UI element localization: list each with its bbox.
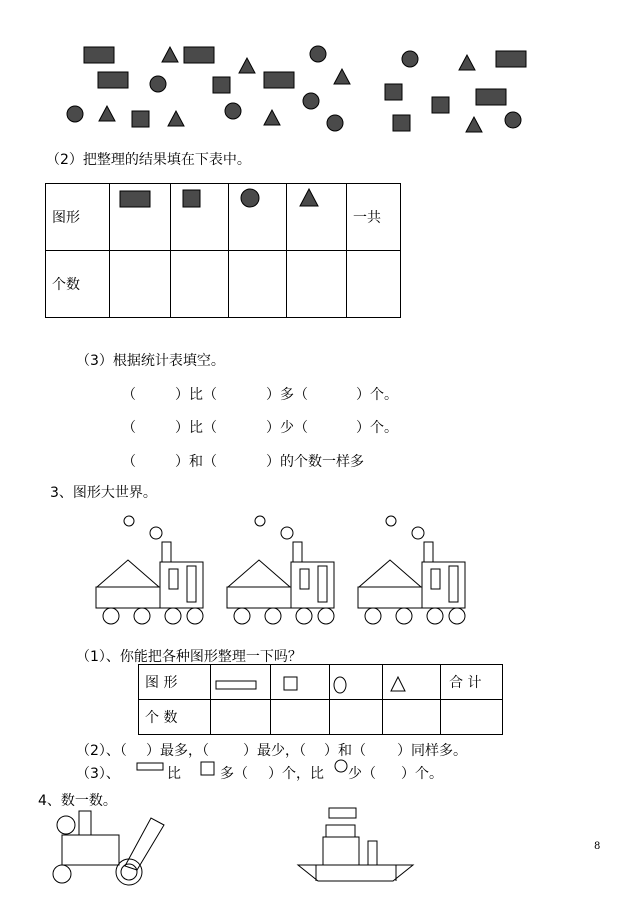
scatter-square bbox=[132, 111, 149, 127]
scatter-circle bbox=[327, 115, 343, 131]
table2-cell-rectangle bbox=[211, 665, 271, 700]
scatter-rectangle bbox=[476, 89, 506, 105]
q3-sub3 bbox=[0, 763, 640, 783]
scatter-square bbox=[385, 84, 402, 100]
table2-answer-cell[interactable] bbox=[441, 700, 503, 735]
train-drawing bbox=[96, 516, 203, 624]
part3-line-2 bbox=[0, 417, 640, 437]
table2-cell-oval bbox=[330, 665, 383, 700]
page-number: 8 bbox=[594, 841, 601, 852]
table1-answer-cell[interactable] bbox=[110, 251, 171, 318]
table2-label-shape: 图 形 bbox=[139, 665, 211, 700]
table1-label-shape: 图形 bbox=[46, 184, 110, 251]
q3-sub3-part: ）个。 bbox=[401, 766, 443, 782]
blank-compare-equal: ）的个数一样多 bbox=[266, 454, 364, 470]
paren-open: （ bbox=[122, 387, 136, 403]
q3-sub3-part: （3）、 bbox=[76, 766, 120, 782]
scatter-circle bbox=[505, 112, 521, 128]
q3-sub3-part: ）个，比 bbox=[268, 766, 324, 782]
q3-sub2 bbox=[0, 740, 640, 760]
scatter-triangle bbox=[168, 111, 184, 126]
paren-open: （ bbox=[122, 420, 136, 436]
table2-answer-cell[interactable] bbox=[271, 700, 330, 735]
scatter-triangle bbox=[334, 69, 350, 84]
scatter-circle bbox=[402, 51, 418, 67]
table1-answer-cell[interactable] bbox=[287, 251, 347, 318]
scatter-rectangle bbox=[264, 72, 294, 88]
scatter-circle bbox=[67, 106, 83, 122]
scattered-shapes bbox=[67, 46, 526, 132]
scatter-rectangle bbox=[98, 72, 128, 88]
part3-line-3 bbox=[0, 451, 640, 471]
q3-sub2-part: ）同样多。 bbox=[397, 743, 467, 759]
q3-sub3-part: 比 bbox=[167, 766, 181, 782]
table1-label-count: 个数 bbox=[46, 251, 110, 318]
blank-compare-less: ）比（ bbox=[175, 420, 217, 436]
scatter-square bbox=[432, 97, 449, 113]
boat-drawing bbox=[298, 808, 413, 881]
shape-count-table bbox=[45, 183, 401, 318]
table1-answer-cell[interactable] bbox=[229, 251, 287, 318]
part3-title: （3）根据统计表填空。 bbox=[76, 353, 225, 369]
train-shape-table bbox=[138, 664, 503, 735]
table1-label-total: 一共 bbox=[347, 184, 401, 251]
q3-sub2-part: ）最多，（ bbox=[146, 743, 209, 759]
scatter-circle bbox=[310, 46, 326, 62]
q3-sub2-part: ）最少，（ bbox=[243, 743, 306, 759]
scatter-rectangle bbox=[184, 47, 214, 63]
table1-cell-square bbox=[171, 184, 229, 251]
table1-answer-cell[interactable] bbox=[347, 251, 401, 318]
table2-label-count: 个 数 bbox=[139, 700, 211, 735]
scatter-rectangle bbox=[84, 47, 114, 63]
table1-answer-cell[interactable] bbox=[171, 251, 229, 318]
q3-sub2-part: （2）、（ bbox=[76, 743, 127, 759]
scatter-triangle bbox=[459, 55, 475, 70]
scatter-triangle bbox=[239, 58, 255, 73]
train-drawing bbox=[358, 516, 465, 624]
scatter-triangle bbox=[162, 47, 178, 62]
scatter-circle bbox=[150, 76, 166, 92]
train-drawing bbox=[227, 516, 334, 624]
paren-open: （ bbox=[122, 454, 136, 470]
table2-cell-triangle bbox=[383, 665, 441, 700]
part3-line-1 bbox=[0, 384, 640, 404]
table1-cell-circle bbox=[229, 184, 287, 251]
blank-compare-more: ）多（ bbox=[266, 387, 308, 403]
scatter-square bbox=[213, 77, 230, 93]
table2-answer-cell[interactable] bbox=[211, 700, 271, 735]
blank-compare-more: ）比（ bbox=[175, 387, 217, 403]
blank-compare-more: ）个。 bbox=[356, 387, 398, 403]
table1-cell-rectangle bbox=[110, 184, 171, 251]
q4-title: 4、数一数。 bbox=[38, 793, 117, 809]
q3-sub1: （1）、你能把各种图形整理一下吗？ bbox=[76, 649, 302, 665]
q3-sub2-part: ）和（ bbox=[324, 743, 366, 759]
scatter-rectangle bbox=[496, 51, 526, 67]
part2-instruction: （2）把整理的结果填在下表中。 bbox=[46, 152, 251, 168]
blank-compare-equal: ）和（ bbox=[175, 454, 217, 470]
scatter-triangle bbox=[466, 117, 482, 132]
scatter-triangle bbox=[99, 106, 115, 121]
table1-cell-triangle bbox=[287, 184, 347, 251]
q3-sub3-part: 少（ bbox=[348, 766, 376, 782]
scatter-circle bbox=[225, 103, 241, 119]
table2-answer-cell[interactable] bbox=[383, 700, 441, 735]
q3-title: 3、图形大世界。 bbox=[50, 485, 157, 501]
truck-drawing bbox=[53, 811, 164, 885]
table2-label-total: 合 计 bbox=[441, 665, 503, 700]
table2-cell-square bbox=[271, 665, 330, 700]
blank-compare-less: ）个。 bbox=[356, 420, 398, 436]
scatter-square bbox=[393, 115, 410, 131]
q3-sub3-part: 多（ bbox=[220, 766, 248, 782]
scatter-triangle bbox=[264, 110, 280, 125]
table2-answer-cell[interactable] bbox=[330, 700, 383, 735]
scatter-circle bbox=[303, 93, 319, 109]
blank-compare-less: ）少（ bbox=[266, 420, 308, 436]
